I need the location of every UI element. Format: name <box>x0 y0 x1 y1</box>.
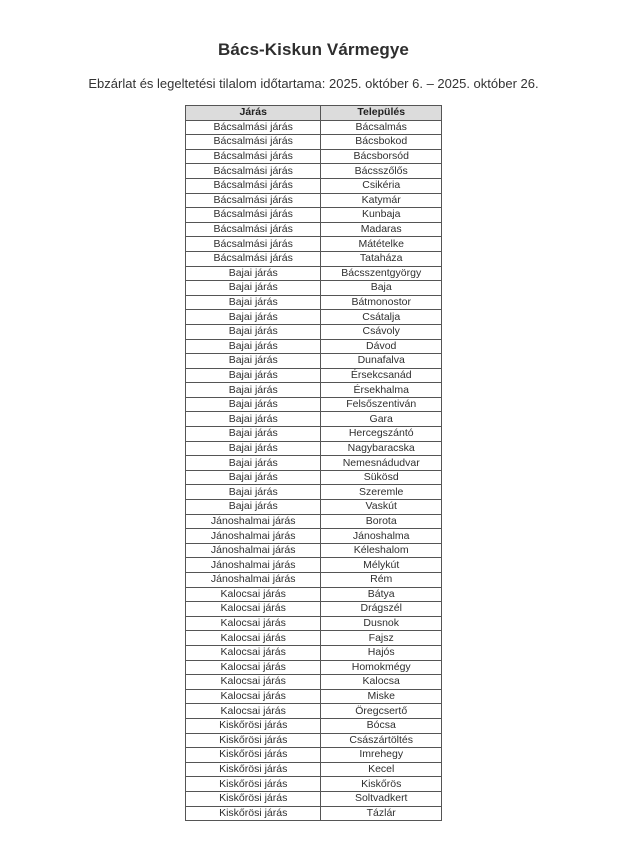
cell-telepules: Baja <box>321 281 442 296</box>
cell-telepules: Bátmonostor <box>321 295 442 310</box>
table-row <box>186 310 442 325</box>
cell-jaras: Bajai járás <box>186 281 321 296</box>
table-row <box>186 456 442 471</box>
table-row <box>186 748 442 763</box>
cell-telepules: Nemesnádudvar <box>321 456 442 471</box>
cell-jaras: Bajai járás <box>186 383 321 398</box>
cell-jaras: Kiskőrösi járás <box>186 733 321 748</box>
table-row <box>186 324 442 339</box>
table-row <box>186 514 442 529</box>
table-row <box>186 164 442 179</box>
cell-telepules: Kiskőrös <box>321 777 442 792</box>
cell-jaras: Kalocsai járás <box>186 704 321 719</box>
cell-jaras: Kiskőrösi járás <box>186 762 321 777</box>
cell-jaras: Jánoshalmai járás <box>186 529 321 544</box>
cell-telepules: Csávoly <box>321 324 442 339</box>
cell-telepules: Hercegszántó <box>321 427 442 442</box>
cell-jaras: Bajai járás <box>186 427 321 442</box>
cell-telepules: Homokmégy <box>321 660 442 675</box>
cell-jaras: Bácsalmási járás <box>186 237 321 252</box>
cell-jaras: Jánoshalmai járás <box>186 558 321 573</box>
cell-jaras: Kalocsai járás <box>186 587 321 602</box>
table-row <box>186 470 442 485</box>
cell-telepules: Kecel <box>321 762 442 777</box>
cell-jaras: Jánoshalmai járás <box>186 514 321 529</box>
table-row <box>186 529 442 544</box>
cell-telepules: Bácsborsód <box>321 149 442 164</box>
table-row <box>186 251 442 266</box>
cell-telepules: Dávod <box>321 339 442 354</box>
table-row <box>186 281 442 296</box>
cell-telepules: Soltvadkert <box>321 791 442 806</box>
cell-telepules: Bácsszentgyörgy <box>321 266 442 281</box>
table-row <box>186 645 442 660</box>
cell-jaras: Bajai járás <box>186 339 321 354</box>
table-row <box>186 631 442 646</box>
cell-jaras: Kalocsai járás <box>186 616 321 631</box>
table-row <box>186 675 442 690</box>
column-header-jaras: Járás <box>186 106 321 121</box>
cell-telepules: Csikéria <box>321 178 442 193</box>
cell-jaras: Kalocsai járás <box>186 675 321 690</box>
cell-jaras: Kalocsai járás <box>186 645 321 660</box>
cell-jaras: Kiskőrösi járás <box>186 777 321 792</box>
cell-jaras: Kiskőrösi járás <box>186 791 321 806</box>
table-row <box>186 178 442 193</box>
cell-telepules: Csátalja <box>321 310 442 325</box>
table-row <box>186 295 442 310</box>
table-row <box>186 733 442 748</box>
cell-jaras: Bajai járás <box>186 441 321 456</box>
cell-telepules: Hajós <box>321 645 442 660</box>
cell-jaras: Bajai járás <box>186 397 321 412</box>
cell-telepules: Bátya <box>321 587 442 602</box>
table-row <box>186 339 442 354</box>
cell-telepules: Császártöltés <box>321 733 442 748</box>
cell-telepules: Bácsszőlős <box>321 164 442 179</box>
cell-jaras: Kalocsai járás <box>186 660 321 675</box>
cell-telepules: Bácsalmás <box>321 120 442 135</box>
table-row <box>186 791 442 806</box>
table-row <box>186 368 442 383</box>
table-row <box>186 806 442 821</box>
table-row <box>186 135 442 150</box>
cell-jaras: Bajai járás <box>186 412 321 427</box>
table-row <box>186 441 442 456</box>
table-row <box>186 762 442 777</box>
cell-telepules: Mélykút <box>321 558 442 573</box>
cell-jaras: Bácsalmási járás <box>186 178 321 193</box>
document-title: Bács-Kiskun Vármegye <box>218 40 409 59</box>
cell-jaras: Bajai járás <box>186 470 321 485</box>
cell-jaras: Bácsalmási járás <box>186 149 321 164</box>
cell-telepules: Jánoshalma <box>321 529 442 544</box>
cell-jaras: Bajai járás <box>186 310 321 325</box>
cell-telepules: Gara <box>321 412 442 427</box>
cell-jaras: Bajai járás <box>186 368 321 383</box>
table-row <box>186 397 442 412</box>
cell-telepules: Vaskút <box>321 500 442 515</box>
cell-telepules: Katymár <box>321 193 442 208</box>
cell-telepules: Sükösd <box>321 470 442 485</box>
cell-jaras: Bajai járás <box>186 500 321 515</box>
column-header-telepules: Település <box>321 106 442 121</box>
cell-telepules: Szeremle <box>321 485 442 500</box>
table-row <box>186 193 442 208</box>
cell-jaras: Bajai járás <box>186 485 321 500</box>
cell-telepules: Imrehegy <box>321 748 442 763</box>
cell-jaras: Jánoshalmai járás <box>186 573 321 588</box>
cell-jaras: Kalocsai járás <box>186 602 321 617</box>
table-row <box>186 689 442 704</box>
cell-jaras: Bácsalmási járás <box>186 222 321 237</box>
table-row <box>186 660 442 675</box>
table-row <box>186 500 442 515</box>
cell-telepules: Bácsbokod <box>321 135 442 150</box>
cell-jaras: Bácsalmási járás <box>186 135 321 150</box>
cell-jaras: Kalocsai járás <box>186 689 321 704</box>
settlements-table <box>185 105 442 821</box>
cell-telepules: Nagybaracska <box>321 441 442 456</box>
table-row <box>186 718 442 733</box>
cell-jaras: Bajai járás <box>186 266 321 281</box>
cell-jaras: Kiskőrösi járás <box>186 806 321 821</box>
cell-telepules: Érsekcsanád <box>321 368 442 383</box>
cell-jaras: Jánoshalmai járás <box>186 543 321 558</box>
cell-telepules: Miske <box>321 689 442 704</box>
cell-jaras: Bajai járás <box>186 324 321 339</box>
table-row <box>186 222 442 237</box>
table-row <box>186 266 442 281</box>
table-row <box>186 354 442 369</box>
table-row <box>186 383 442 398</box>
cell-telepules: Dunafalva <box>321 354 442 369</box>
cell-telepules: Kunbaja <box>321 208 442 223</box>
cell-jaras: Kiskőrösi járás <box>186 718 321 733</box>
cell-jaras: Bácsalmási járás <box>186 251 321 266</box>
cell-telepules: Tataháza <box>321 251 442 266</box>
table-row <box>186 587 442 602</box>
cell-telepules: Bócsa <box>321 718 442 733</box>
cell-jaras: Bajai járás <box>186 354 321 369</box>
cell-telepules: Fajsz <box>321 631 442 646</box>
cell-telepules: Madaras <box>321 222 442 237</box>
table-row <box>186 573 442 588</box>
table-row <box>186 412 442 427</box>
cell-telepules: Drágszél <box>321 602 442 617</box>
cell-telepules: Kalocsa <box>321 675 442 690</box>
cell-telepules: Dusnok <box>321 616 442 631</box>
table-row <box>186 543 442 558</box>
table-row <box>186 208 442 223</box>
cell-jaras: Bácsalmási járás <box>186 120 321 135</box>
cell-telepules: Tázlár <box>321 806 442 821</box>
cell-jaras: Bácsalmási járás <box>186 164 321 179</box>
cell-telepules: Érsekhalma <box>321 383 442 398</box>
table-row <box>186 237 442 252</box>
cell-jaras: Kalocsai járás <box>186 631 321 646</box>
cell-jaras: Bajai járás <box>186 456 321 471</box>
table-row <box>186 777 442 792</box>
cell-telepules: Kéleshalom <box>321 543 442 558</box>
cell-telepules: Borota <box>321 514 442 529</box>
table-row <box>186 485 442 500</box>
table-row <box>186 120 442 135</box>
table-row <box>186 558 442 573</box>
table-row <box>186 704 442 719</box>
table-row <box>186 149 442 164</box>
table-header-row <box>186 106 442 121</box>
table-body <box>186 120 442 821</box>
cell-jaras: Kiskőrösi járás <box>186 748 321 763</box>
cell-jaras: Bajai járás <box>186 295 321 310</box>
cell-jaras: Bácsalmási járás <box>186 193 321 208</box>
cell-telepules: Öregcsertő <box>321 704 442 719</box>
cell-telepules: Mátételke <box>321 237 442 252</box>
cell-telepules: Felsőszentiván <box>321 397 442 412</box>
table-row <box>186 616 442 631</box>
document-subtitle: Ebzárlat és legeltetési tilalom időtartama: 2025. október 6. – 2025. október 26. <box>88 76 539 91</box>
table-row <box>186 427 442 442</box>
cell-telepules: Rém <box>321 573 442 588</box>
cell-jaras: Bácsalmási járás <box>186 208 321 223</box>
table-row <box>186 602 442 617</box>
